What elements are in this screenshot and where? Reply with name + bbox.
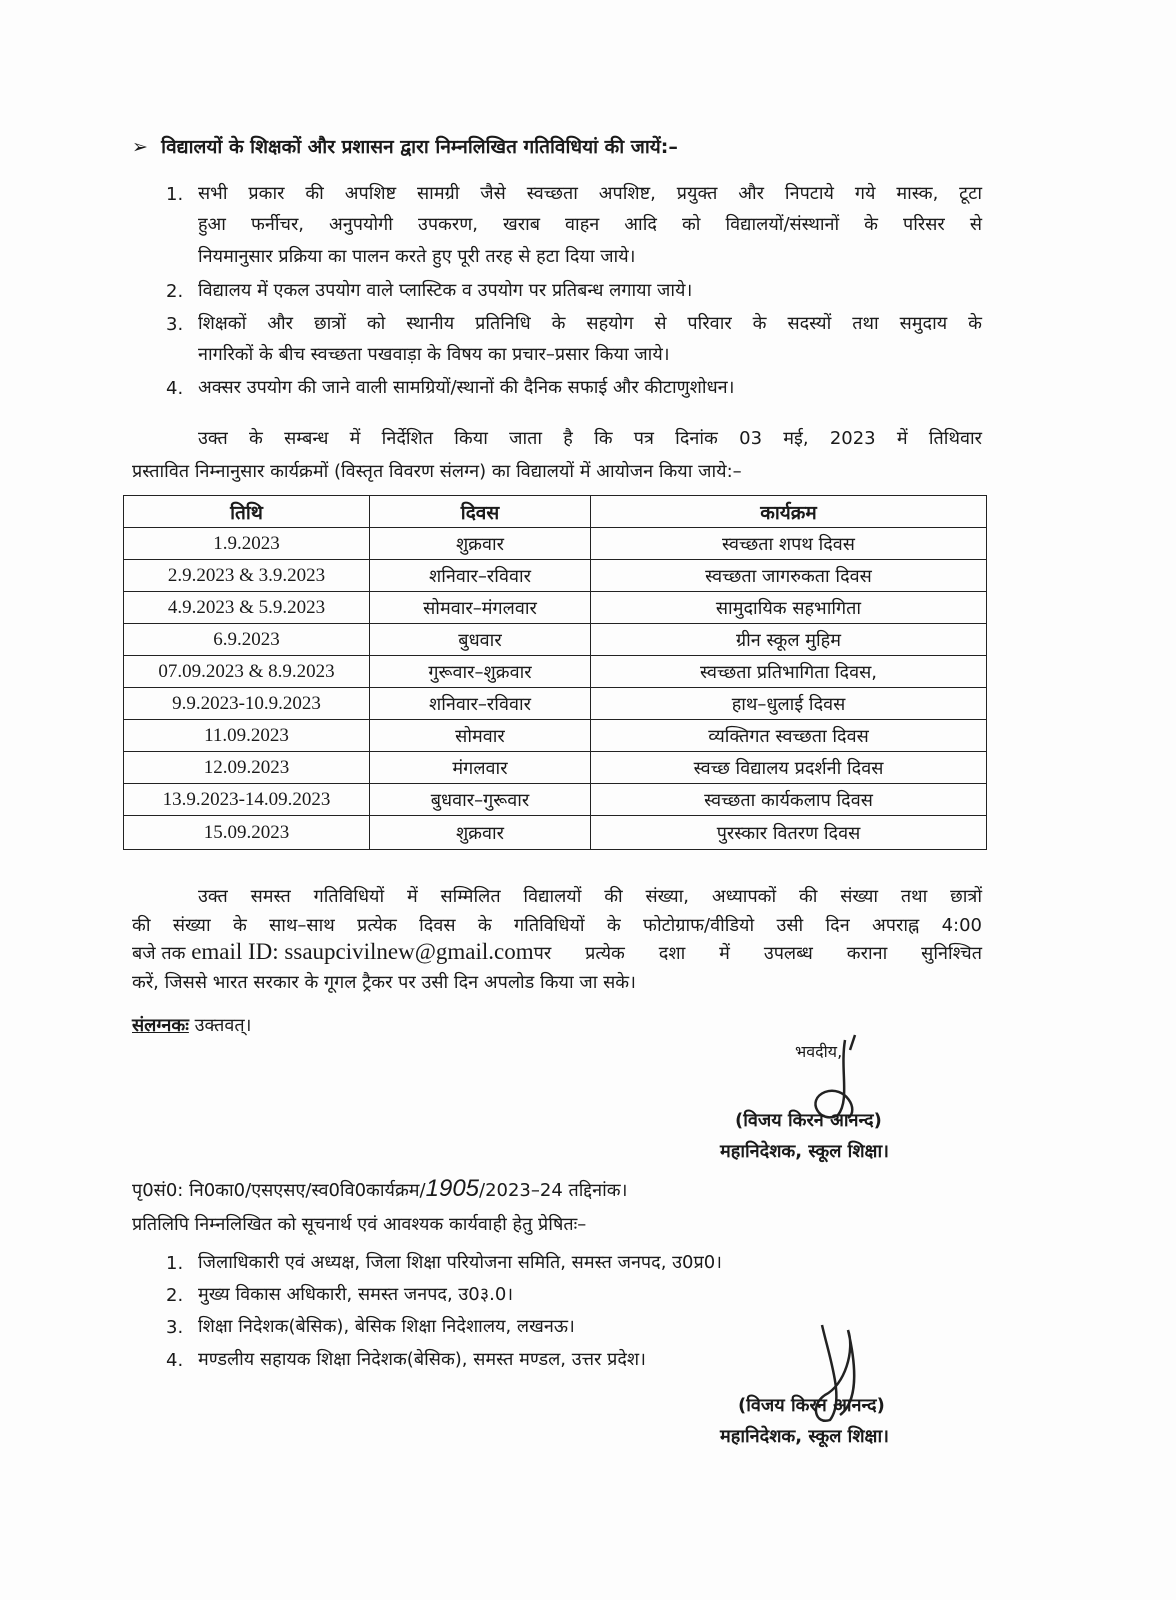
copy-recipient: जिलाधिकारी एवं अध्यक्ष, जिला शिक्षा परियोजना समिति, समस्त जनपद, उ0प्र0। — [198, 1252, 722, 1273]
copy-recipient: मुख्य विकास अधिकारी, समस्त जनपद, उ0३.0। — [198, 1284, 514, 1305]
activity-1-line: हुआ फर्नीचर, अनुपयोगी उपकरण, खराब वाहन आदि को विद्यालयों/संस्थानों के परिसर से — [198, 214, 982, 235]
signature-1 — [790, 1030, 880, 1120]
cell-day: सोमवार–मंगलवार — [370, 592, 591, 624]
cell-date: 6.9.2023 — [124, 624, 370, 656]
ref-suffix: /2023–24 तद्दिनांक। — [479, 1180, 628, 1201]
header-day: दिवस — [370, 496, 591, 528]
cell-day: शुक्रवार — [370, 528, 591, 560]
list-number: 2. — [166, 1285, 184, 1306]
text: बजे तक — [132, 943, 186, 964]
table-row — [124, 816, 987, 850]
email-address: email ID: ssaupcivilnew@gmail.com — [191, 939, 534, 964]
cell-day: शुक्रवार — [370, 816, 591, 850]
cell-program: स्वच्छ विद्यालय प्रदर्शनी दिवस — [591, 752, 987, 784]
list-number: 2. — [166, 281, 184, 302]
copy-recipient: शिक्षा निदेशक(बेसिक), बेसिक शिक्षा निदेशालय, लखनऊ। — [198, 1316, 575, 1337]
cell-date: 4.9.2023 & 5.9.2023 — [124, 592, 370, 624]
signatory-name: (विजय किरन आनन्द) — [738, 1395, 885, 1416]
cell-program: स्वच्छता प्रतिभागिता दिवस, — [591, 656, 987, 688]
table-row — [124, 720, 987, 752]
cell-date: 1.9.2023 — [124, 528, 370, 560]
cell-program: स्वच्छता शपथ दिवस — [591, 528, 987, 560]
cell-day: मंगलवार — [370, 752, 591, 784]
salutation: भवदीय, — [795, 1042, 843, 1061]
header-date: तिथि — [124, 496, 370, 528]
enclosure-value: उक्तवत्। — [194, 1015, 252, 1036]
after-line: उक्त समस्त गतिविधियों में सम्मिलित विद्यालयों की संख्या, अध्यापकों की संख्या तथा छात्रों — [198, 886, 982, 907]
list-number: 1. — [166, 184, 184, 205]
activity-1-line: सभी प्रकार की अपशिष्ट सामग्री जैसे स्वच्छता अपशिष्ट, प्रयुक्त और निपटाये गये मास्क, टूटा — [198, 183, 982, 204]
cell-day: गुरूवार–शुक्रवार — [370, 656, 591, 688]
cell-date: 13.9.2023-14.09.2023 — [124, 784, 370, 816]
cell-day: बुधवार–गुरूवार — [370, 784, 591, 816]
signatory-designation: महानिदेशक, स्कूल शिक्षा। — [720, 1141, 889, 1162]
table-row — [124, 592, 987, 624]
cell-program: स्वच्छता जागरुकता दिवस — [591, 560, 987, 592]
cell-program: सामुदायिक सहभागिता — [591, 592, 987, 624]
list-number: 3. — [166, 1317, 184, 1338]
table-row — [124, 688, 987, 720]
after-line: करें, जिससे भारत सरकार के गूगल ट्रैकर पर उसी दिन अपलोड किया जा सके। — [132, 972, 636, 993]
handwritten-number: 1905 — [425, 1175, 480, 1202]
cell-date: 15.09.2023 — [124, 816, 370, 850]
cell-date: 12.09.2023 — [124, 752, 370, 784]
header-program: कार्यक्रम — [591, 496, 987, 528]
cell-day: शनिवार–रविवार — [370, 560, 591, 592]
cell-program: स्वच्छता कार्यकलाप दिवस — [591, 784, 987, 816]
copy-recipient: मण्डलीय सहायक शिक्षा निदेशक(बेसिक), समस्त मण्डल, उत्तर प्रदेश। — [198, 1349, 646, 1370]
activity-3-line: शिक्षकों और छात्रों को स्थानीय प्रतिनिधि के सहयोग से परिवार के सदस्यों तथा समुदाय के — [198, 313, 982, 334]
text: पर प्रत्येक दशा में उपलब्ध कराना सुनिश्चित — [533, 943, 982, 964]
ref-prefix: पृ0सं0: नि0का0/एसएसए/स्व0वि0कार्यक्रम/ — [132, 1180, 426, 1201]
list-number: 1. — [166, 1253, 184, 1274]
cell-date: 2.9.2023 & 3.9.2023 — [124, 560, 370, 592]
cell-program: व्यक्तिगत स्वच्छता दिवस — [591, 720, 987, 752]
arrow-bullet-icon: ➢ — [132, 136, 148, 158]
reference-number — [132, 1175, 627, 1203]
table-row — [124, 784, 987, 816]
heading-text: विद्यालयों के शिक्षकों और प्रशासन द्वारा निम्नलिखित गतिविधियां की जायें:– — [161, 136, 678, 158]
enclosure-label: संलग्नकः — [132, 1015, 189, 1036]
table-row — [124, 752, 987, 784]
cell-program: हाथ–धुलाई दिवस — [591, 688, 987, 720]
table-header-row — [124, 496, 987, 528]
heading — [132, 133, 678, 159]
cell-program: ग्रीन स्कूल मुहिम — [591, 624, 987, 656]
activity-3-line: नागरिकों के बीच स्वच्छता पखवाड़ा के विषय का प्रचार–प्रसार किया जाये। — [198, 344, 670, 365]
activity-2-line: विद्यालय में एकल उपयोग वाले प्लास्टिक व उपयोग पर प्रतिबन्ध लगाया जाये। — [198, 280, 693, 301]
activity-1-line: नियमानुसार प्रक्रिया का पालन करते हुए पूरी तरह से हटा दिया जाये। — [198, 246, 636, 267]
signatory-designation: महानिदेशक, स्कूल शिक्षा। — [720, 1426, 889, 1447]
after-line: की संख्या के साथ–साथ प्रत्येक दिवस के गतिविधियों के फोटोग्राफ/वीडियो उसी दिन अपराह्न 4:00 — [132, 915, 982, 936]
cell-program: पुरस्कार वितरण दिवस — [591, 816, 987, 850]
activity-4-line: अक्सर उपयोग की जाने वाली सामग्रियों/स्थानों की दैनिक सफाई और कीटाणुशोधन। — [198, 377, 735, 398]
cell-date: 9.9.2023-10.9.2023 — [124, 688, 370, 720]
list-number: 4. — [166, 378, 184, 399]
table-row — [124, 560, 987, 592]
schedule-table — [123, 495, 987, 850]
cell-date: 11.09.2023 — [124, 720, 370, 752]
cell-day: सोमवार — [370, 720, 591, 752]
intro-line: उक्त के सम्बन्ध में निर्देशित किया जाता है कि पत्र दिनांक 03 मई, 2023 में तिथिवार — [198, 428, 982, 449]
cell-day: बुधवार — [370, 624, 591, 656]
table-row — [124, 528, 987, 560]
enclosure — [132, 1013, 252, 1037]
after-line-email — [132, 939, 982, 965]
cell-day: शनिवार–रविवार — [370, 688, 591, 720]
table-row — [124, 624, 987, 656]
cell-date: 07.09.2023 & 8.9.2023 — [124, 656, 370, 688]
copy-heading: प्रतिलिपि निम्नलिखित को सूचनार्थ एवं आवश्यक कार्यवाही हेतु प्रेषितः– — [132, 1214, 587, 1235]
intro-line: प्रस्तावित निम्नानुसार कार्यक्रमों (विस्तृत विवरण संलग्न) का विद्यालयों में आयोजन किया जाये:– — [132, 461, 742, 482]
table-row — [124, 656, 987, 688]
list-number: 3. — [166, 314, 184, 335]
signatory-name: (विजय किरन आनन्द) — [735, 1110, 882, 1131]
list-number: 4. — [166, 1350, 184, 1371]
